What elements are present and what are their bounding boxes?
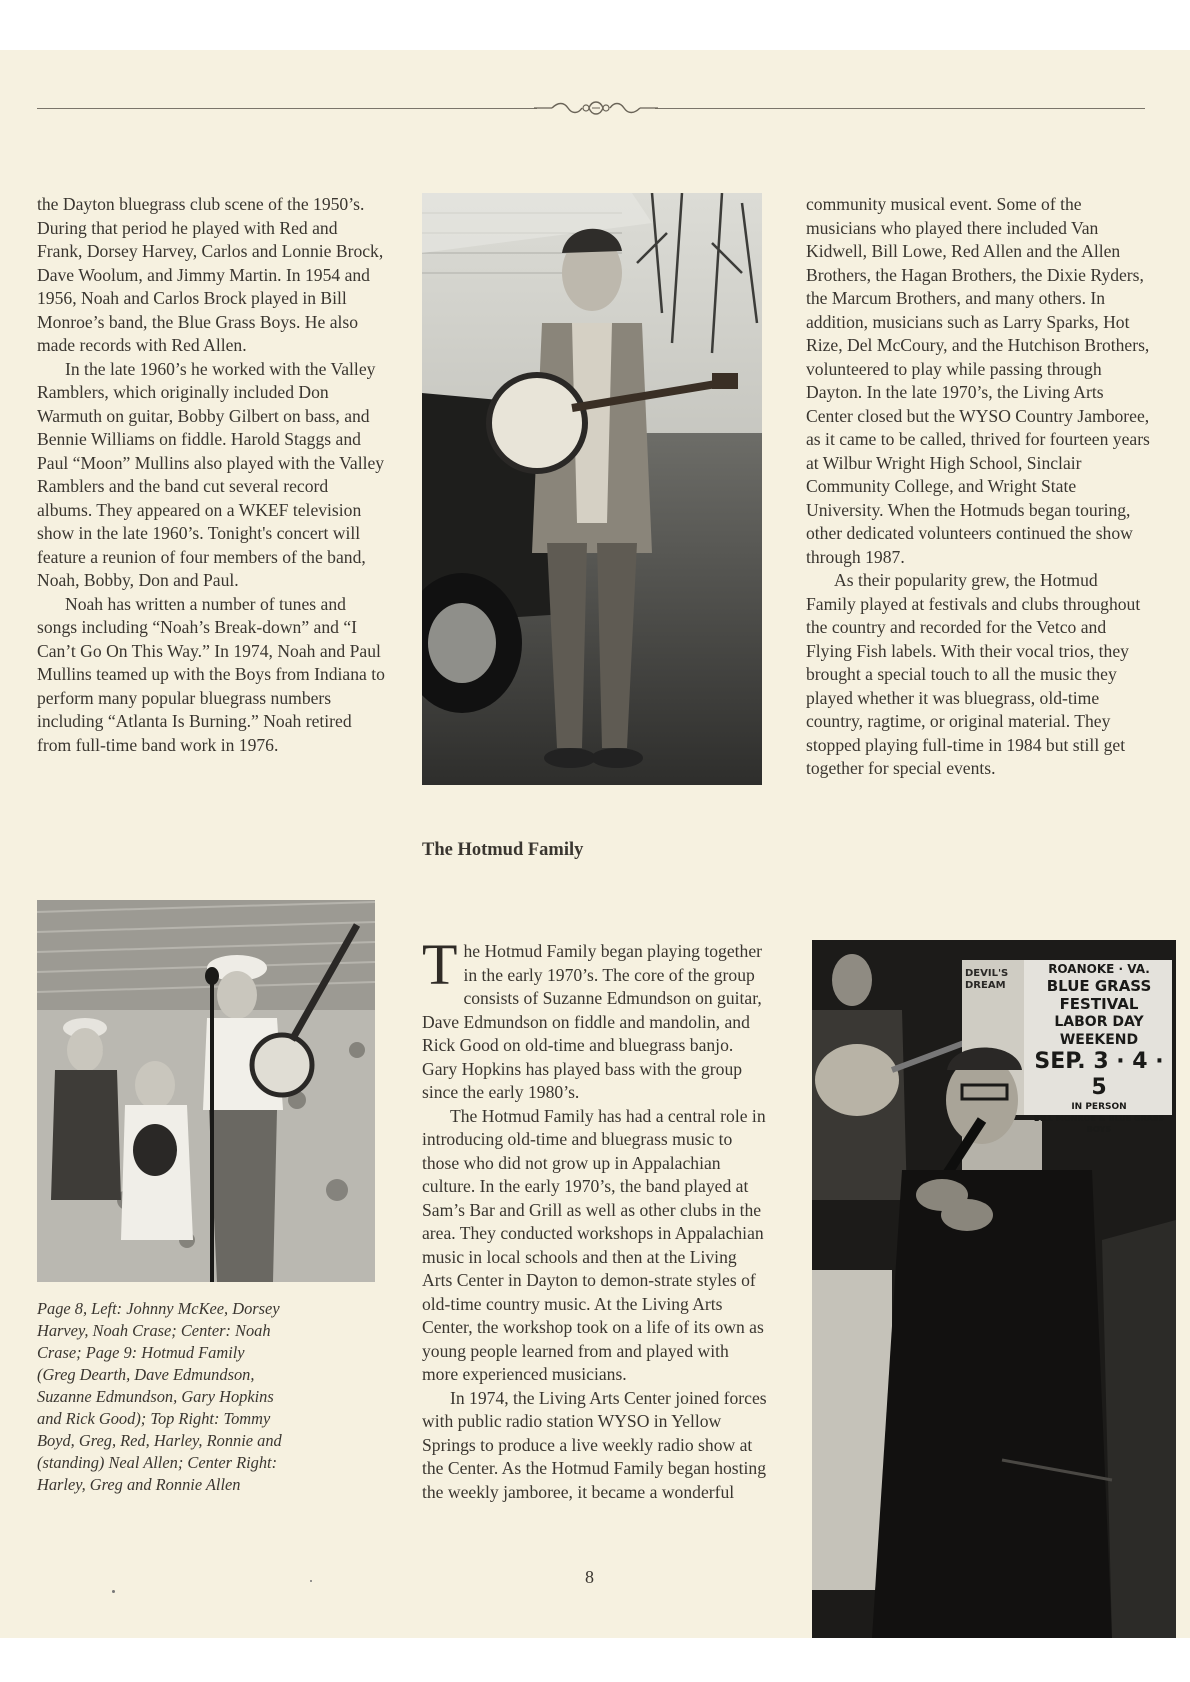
middle-column-text [422, 932, 767, 1504]
right-paragraph-1: community musical event. Some of the musicians who played there included Van Kidwell, Bill Lowe, Red Allen and the Allen Brothers, the Hagan Brothers, the Dixie Ryders, the Marcum Brothers, and many others. In addition, musicians such as Larry Sparks, Hot Rize, Del McCoury, and the Hutchison Brothers, volunteered to play while passing through Dayton. In the late 1970’s, the Living Arts Center closed but the WYSO Country Jamboree, as it came to be called, thrived for fourteen years at Wilbur Wright High School, Sinclair Community College, and Wright State University. When the Hotmuds began touring, other dedicated volunteers continued the show through 1987. [806, 194, 1150, 567]
poster-line-6: BILL MONROE & BLUE GRASS BOYS [1033, 1114, 1165, 1134]
banjo-player-photo [422, 193, 762, 785]
photo-caption: Page 8, Left: Johnny McKee, Dorsey Harvey, Noah Crase; Center: Noah Crase; Page 9: Hotmud Family (Greg Dearth, Dave Edmundson, Suzanne Edmundson, Gary Hopkins and Rick Good); Top Right: Tommy Boyd, Greg, Red, Harley, Ronnie and (standing) Neal Allen; Center Right: Harley, Greg and Ronnie Allen [37, 1299, 282, 1494]
scroll-ornament-icon [532, 96, 660, 120]
magazine-page [0, 50, 1190, 1638]
paper-speck [310, 1580, 312, 1582]
stage-trio-icon [37, 900, 375, 1282]
header-rule-left [37, 108, 537, 109]
clarinet-player-photo [812, 940, 1176, 1638]
poster-line-3: LABOR DAY WEEKEND [1054, 1014, 1144, 1048]
left-paragraph-1: the Dayton bluegrass club scene of the 1950’s. During that period he played with Red and Frank, Dorsey Harvey, Carlos and Lonnie Brock, Dave Woolum, and Jimmy Martin. In 1954 and 1956, Noah and Carlos Brock played in Bill Monroe’s band, the Blue Grass Boys. He also made records with Red Allen. [37, 194, 384, 355]
header-rule-right [655, 108, 1145, 109]
drop-cap: T [422, 932, 458, 997]
banjo-player-icon [422, 193, 762, 785]
left-paragraph-3: Noah has written a number of tunes and songs including “Noah’s Break-down” and “I Can’t Go On This Way.” In 1974, Noah and Paul Mullins teamed up with the Boys from Indiana to perform many popular bluegrass numbers including “Atlanta Is Burning.” Noah retired from full-time band work in 1976. [37, 593, 385, 755]
poster-line-4: SEP. 3 · 4 · 5 [1034, 1049, 1164, 1100]
page-number: 8 [585, 1567, 594, 1587]
left-column-text [37, 193, 387, 757]
stage-trio-photo [37, 900, 375, 1282]
middle-paragraph-2: The Hotmud Family has had a central role in introducing old-time and bluegrass music to those who did not grow up in Appalachian culture. In the early 1970’s, the band played at Sam’s Bar and Grill as well as other clubs in the area. They conducted workshops in Appalachian music in local schools and then at the Living Arts Center in Dayton to demon-strate styles of old-time country music. At the Living Arts Center, the workshop took on a life of its own as young people learned from and played with more experienced musicians. [422, 1105, 766, 1384]
paper-speck [112, 1590, 115, 1593]
poster-line-2: BLUE GRASS FESTIVAL [1046, 977, 1152, 1013]
right-column-text [806, 193, 1151, 781]
right-paragraph-2: As their popularity grew, the Hotmud Family played at festivals and clubs throughout the country and recorded for the Vetco and Flying Fish labels. With their vocal trios, they brought a special touch to all the music they played whether it was bluegrass, old-time country, ragtime, or original material. They stopped playing full-time in 1984 but still get together for special events. [806, 570, 1141, 778]
poster-line-5: IN PERSON [1071, 1102, 1127, 1112]
poster-text-block [1026, 962, 1172, 1135]
poster-line-1: ROANOKE · VA. [1048, 962, 1150, 976]
poster-side-sign: DEVIL'S DREAM [965, 968, 1009, 991]
left-paragraph-2: In the late 1960’s he worked with the Valley Ramblers, which originally included Don Warmuth on guitar, Bobby Gilbert on bass, and Bennie Williams on fiddle. Harold Staggs and Paul “Moon” Mullins also played with the Valley Ramblers and the band cut several record albums. They appeared on a WKEF television show in the late 1960’s. Tonight's concert will feature a reunion of four members of the band, Noah, Bobby, Don and Paul. [37, 358, 385, 590]
section-heading: The Hotmud Family [422, 840, 584, 860]
middle-paragraph-1: he Hotmud Family began playing together in the early 1970’s. The core of the group consists of Suzanne Edmundson on guitar, Dave Edmundson on fiddle and mandolin, and Rick Good on old-time and bluegrass banjo. Gary Hopkins has played bass with the group since the early 1980’s. [422, 941, 762, 1102]
middle-paragraph-3: In 1974, the Living Arts Center joined forces with public radio station WYSO in Yellow Springs to produce a live weekly radio show at the Center. As the Hotmud Family began hosting the weekly jamboree, it became a wonderful [422, 1387, 767, 1502]
